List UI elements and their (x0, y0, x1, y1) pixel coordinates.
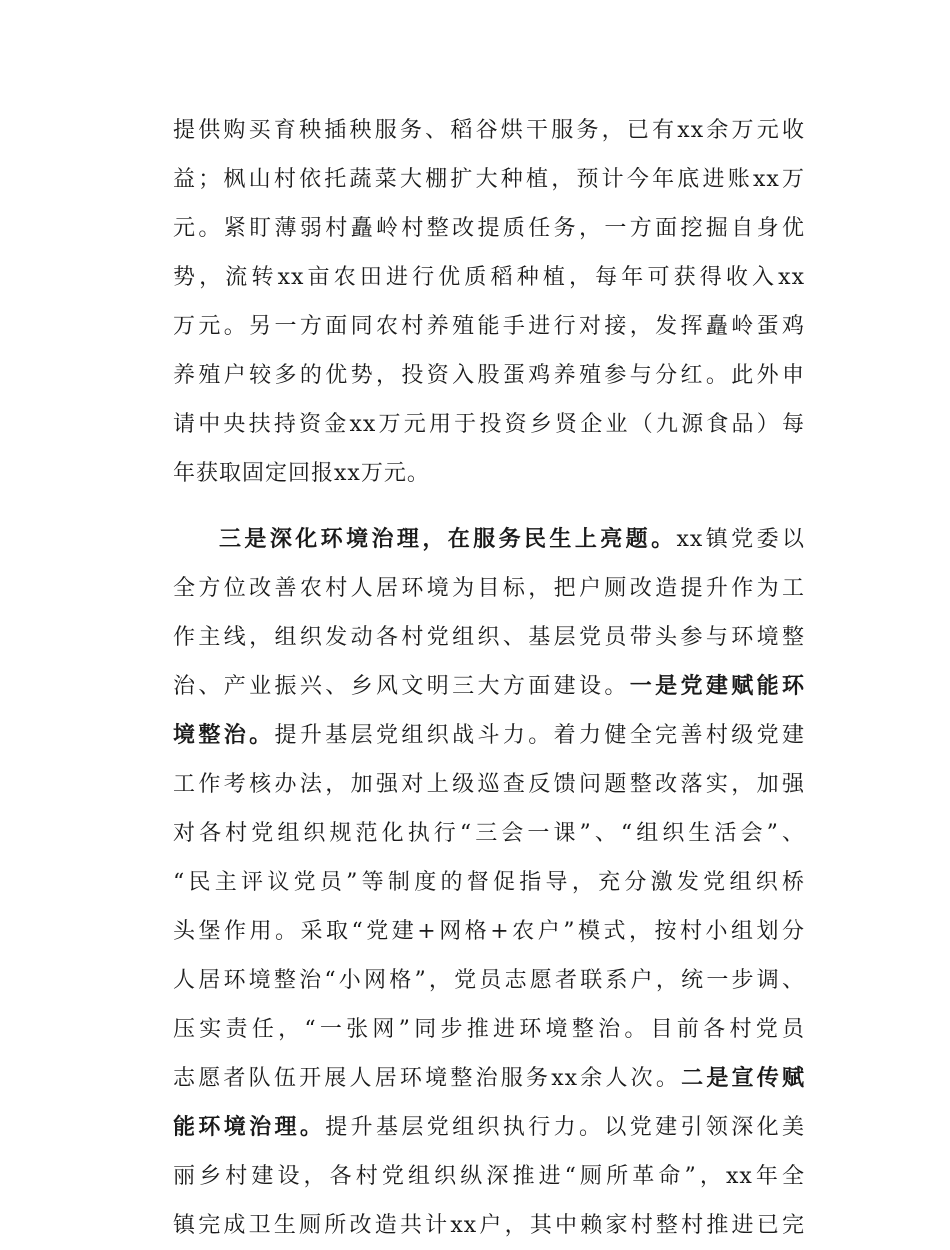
text-line: 元。紧盯薄弱村矗岭村整改提质任务，一方面挖掘自身优 (173, 216, 805, 241)
text-line: 志愿者队伍开展人居环境整治服务xx余人次。二是宣传赋 (173, 1066, 805, 1091)
text-line: 益；枫山村依托蔬菜大棚扩大种植，预计今年底进账xx万 (173, 167, 805, 192)
subsection-heading-2-cont: 能环境治理。 (173, 1115, 326, 1140)
paragraph-gap (173, 498, 805, 515)
text-line: 工作考核办法，加强对上级巡查反馈问题整改落实，加强 (173, 772, 805, 797)
text-line: 养殖户较多的优势，投资入股蛋鸡养殖参与分红。此外申 (173, 363, 805, 388)
text-line: 压实责任，“一张网”同步推进环境整治。目前各村党员 (173, 1017, 805, 1042)
text-line: 作主线，组织发动各村党组织、基层党员带头参与环境整 (173, 625, 805, 650)
text-line: 万元。另一方面同农村养殖能手进行对接，发挥矗岭蛋鸡 (173, 314, 805, 339)
text-line: 对各村党组织规范化执行“三会一课”、“组织生活会”、 (173, 821, 805, 846)
text-line: 人居环境整治“小网格”，党员志愿者联系户，统一步调、 (173, 968, 805, 993)
text-line: 三是深化环境治理，在服务民生上亮题。xx镇党委以 (219, 527, 805, 552)
text-line: 治、产业振兴、乡风文明三大方面建设。一是党建赋能环 (173, 674, 805, 699)
text-line: “民主评议党员”等制度的督促指导，充分激发党组织桥 (173, 870, 805, 895)
text-line: 势，流转xx亩农田进行优质稻种植，每年可获得收入xx (173, 265, 805, 290)
paragraph-2 (173, 515, 805, 1250)
text-line: 丽乡村建设，各村党组织纵深推进“厕所革命”，xx年全 (173, 1164, 805, 1189)
text-line: 境整治。提升基层党组织战斗力。着力健全完善村级党建 (173, 723, 805, 748)
text-line: 能环境治理。提升基层党组织执行力。以党建引领深化美 (173, 1115, 805, 1140)
text-line: 头堡作用。采取“党建+网格+农户”模式，按村小组划分 (173, 919, 805, 944)
text-line: 年获取固定回报xx万元。 (173, 461, 430, 486)
text-line: 提供购买育秧插秧服务、稻谷烘干服务，已有xx余万元收 (173, 118, 805, 143)
text-line: 全方位改善农村人居环境为目标，把户厕改造提升作为工 (173, 576, 805, 601)
document-page (173, 106, 805, 1250)
subsection-heading-2: 二是宣传赋 (681, 1066, 805, 1091)
text-line: 请中央扶持资金xx万元用于投资乡贤企业（九源食品）每 (173, 412, 805, 437)
text-line: 镇完成卫生厕所改造共计xx户，其中赖家村整村推进已完 (173, 1213, 805, 1238)
section-heading: 三是深化环境治理，在服务民生上亮题。 (219, 527, 677, 552)
paragraph-1 (173, 106, 805, 498)
subsection-heading-1-cont: 境整治。 (173, 723, 275, 748)
subsection-heading-1: 一是党建赋能环 (629, 674, 805, 699)
